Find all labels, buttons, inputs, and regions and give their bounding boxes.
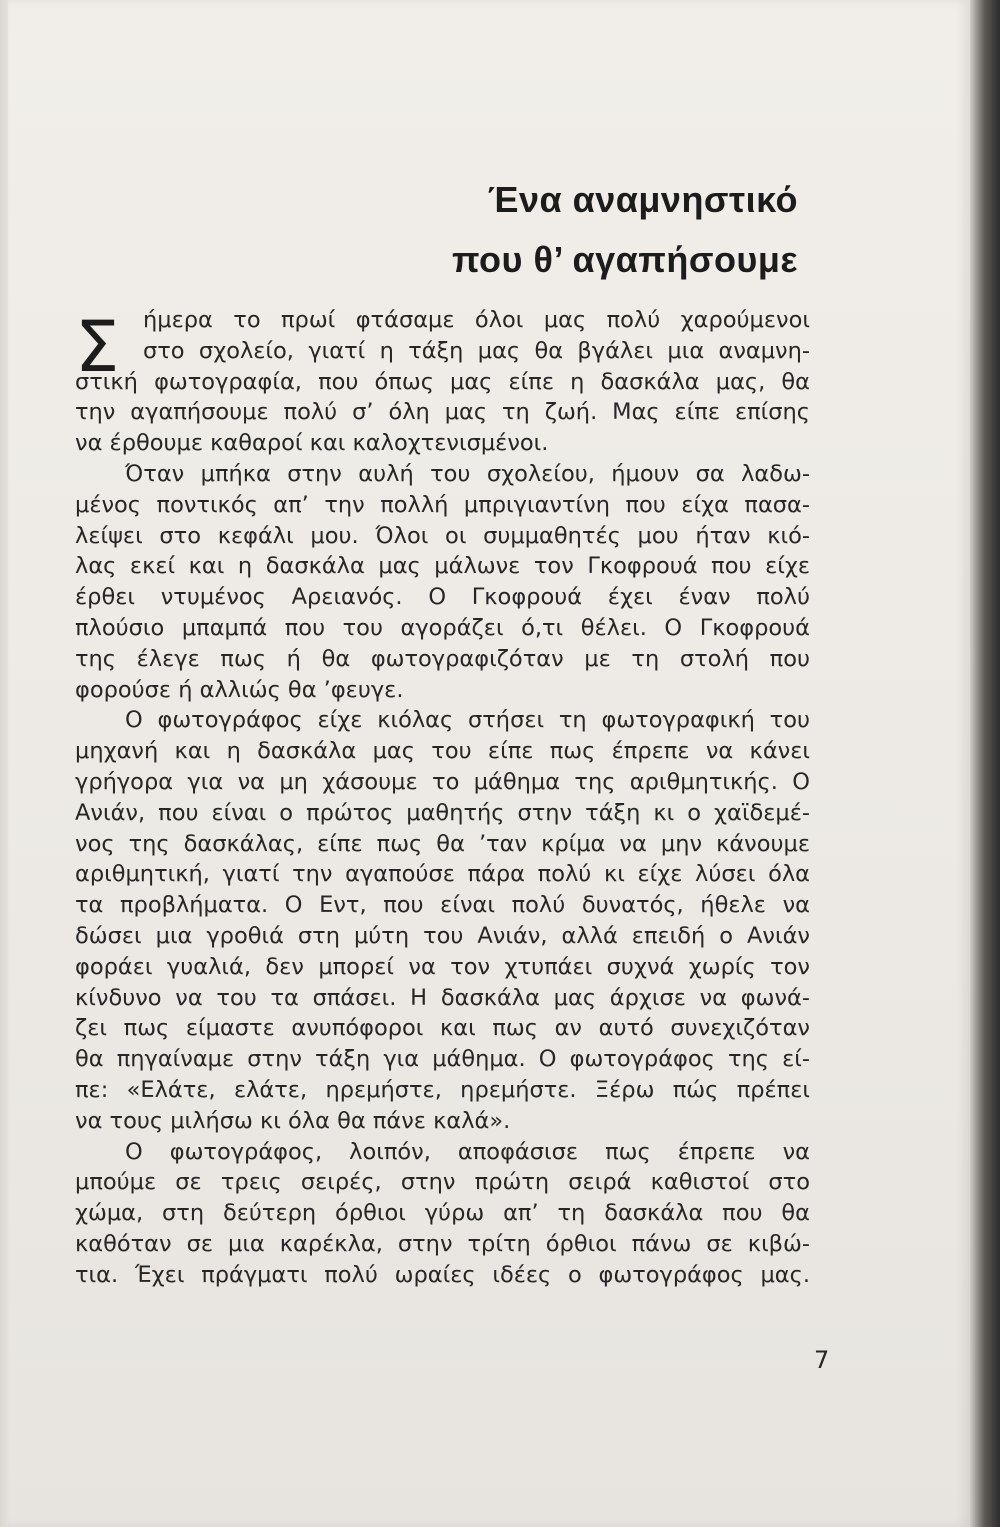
text-line: να τους μιλήσω κι όλα θα πάνε καλά».: [75, 1107, 511, 1134]
text-line: θα πηγαίναμε στην τάξη για μάθημα. Ο φωτογράφος της εί-: [75, 1046, 810, 1073]
chapter-title: [278, 170, 798, 290]
text-line: λας εκεί και η δασκάλα μας μάλωνε τον Γκοφρουά που είχε: [75, 553, 810, 580]
text-line: αριθμητική, γιατί την αγαπούσε πάρα πολύ κι είχε λύσει όλα: [75, 861, 810, 888]
text-line: την αγαπήσουμε πολύ σ’ όλη μας τη ζωή. Μας είπε επίσης: [75, 399, 810, 426]
text-line: πλούσιο μπαμπά που του αγοράζει ό,τι θέλει. Ο Γκοφρουά: [75, 614, 810, 641]
text-line: Ανιάν, που είναι ο πρώτος μαθητής στην τάξη κι ο χαϊδεμέ-: [75, 799, 810, 826]
text-line: στο σχολείο, γιατί η τάξη μας θα βγάλει μια αναμνη-: [143, 337, 810, 364]
text-line: μένος ποντικός απ’ την πολλή μπριγιαντίνη που είχα πασα-: [75, 491, 810, 518]
chapter-title-line-2: που θ’ αγαπήσουμε: [452, 239, 798, 280]
text-line: μηχανή και η δασκάλα μας του είπε πως έπρεπε να κάνει: [75, 738, 810, 765]
drop-cap: Σ: [75, 306, 120, 388]
text-line: Ο φωτογράφος είχε κιόλας στήσει τη φωτογραφική του: [125, 707, 810, 734]
text-line: στική φωτογραφία, που όπως μας είπε η δασκάλα μας, θα: [75, 368, 810, 395]
text-line: δώσει μια γροθιά στη μύτη του Ανιάν, αλλά επειδή ο Ανιάν: [75, 922, 810, 949]
body-text: [75, 305, 810, 1291]
text-line: χώμα, στη δεύτερη όρθιοι γύρω απ’ τη δασκάλα που θα: [75, 1200, 810, 1227]
text-line: Όταν μπήκα στην αυλή του σχολείου, ήμουν σα λαδω-: [125, 460, 810, 487]
text-line: τα προβλήματα. Ο Εντ, που είναι πολύ δυνατός, ήθελε να: [75, 892, 810, 919]
page-number: 7: [814, 1346, 830, 1374]
text-line: Ο φωτογράφος, λοιπόν, αποφάσισε πως έπρεπε να: [125, 1138, 810, 1165]
text-line: ήμερα το πρωί φτάσαμε όλοι μας πολύ χαρούμενοι: [143, 307, 810, 333]
text-line: φορούσε ή αλλιώς θα ’φευγε.: [75, 676, 404, 703]
text-line: γρήγορα για να μη χάσουμε το μάθημα της αριθμητικής. Ο: [75, 768, 810, 795]
text-line: τια. Έχει πράγματι πολύ ωραίες ιδέες ο φωτογράφος μας.: [75, 1261, 810, 1288]
text-line: λείψει στο κεφάλι μου. Όλοι οι συμμαθητές μου ήταν κιό-: [75, 522, 810, 549]
text-line: της έλεγε πως ή θα φωτογραφιζόταν με τη στολή που: [75, 645, 810, 672]
text-line: πε: «Ελάτε, ελάτε, ηρεμήστε, ηρεμήστε. Ξέρω πώς πρέπει: [75, 1076, 810, 1103]
text-line: μπούμε σε τρεις σειρές, στην πρώτη σειρά καθιστοί στο: [75, 1169, 810, 1196]
text-line: νος της δασκάλας, είπε πως θα ’ταν κρίμα να μην κάνουμε: [75, 830, 810, 857]
text-line: φοράει γυαλιά, δεν μπορεί να τον χτυπάει συχνά χωρίς τον: [75, 953, 810, 980]
text-line: να έρθουμε καθαροί και καλοχτενισμένοι.: [75, 430, 549, 457]
text-line: καθόταν σε μια καρέκλα, στην τρίτη όρθιοι πάνω σε κιβώ-: [75, 1230, 810, 1257]
text-line: έρθει ντυμένος Αρειανός. Ο Γκοφρουά έχει έναν πολύ: [75, 584, 810, 611]
chapter-title-line-1: Ένα αναμνηστικό: [487, 179, 798, 220]
text-line: ζει πως είμαστε ανυπόφοροι και πως αν αυτό συνεχιζόταν: [75, 1015, 810, 1042]
text-line: κίνδυνο να του τα σπάσει. Η δασκάλα μας άρχισε να φωνά-: [75, 984, 810, 1011]
